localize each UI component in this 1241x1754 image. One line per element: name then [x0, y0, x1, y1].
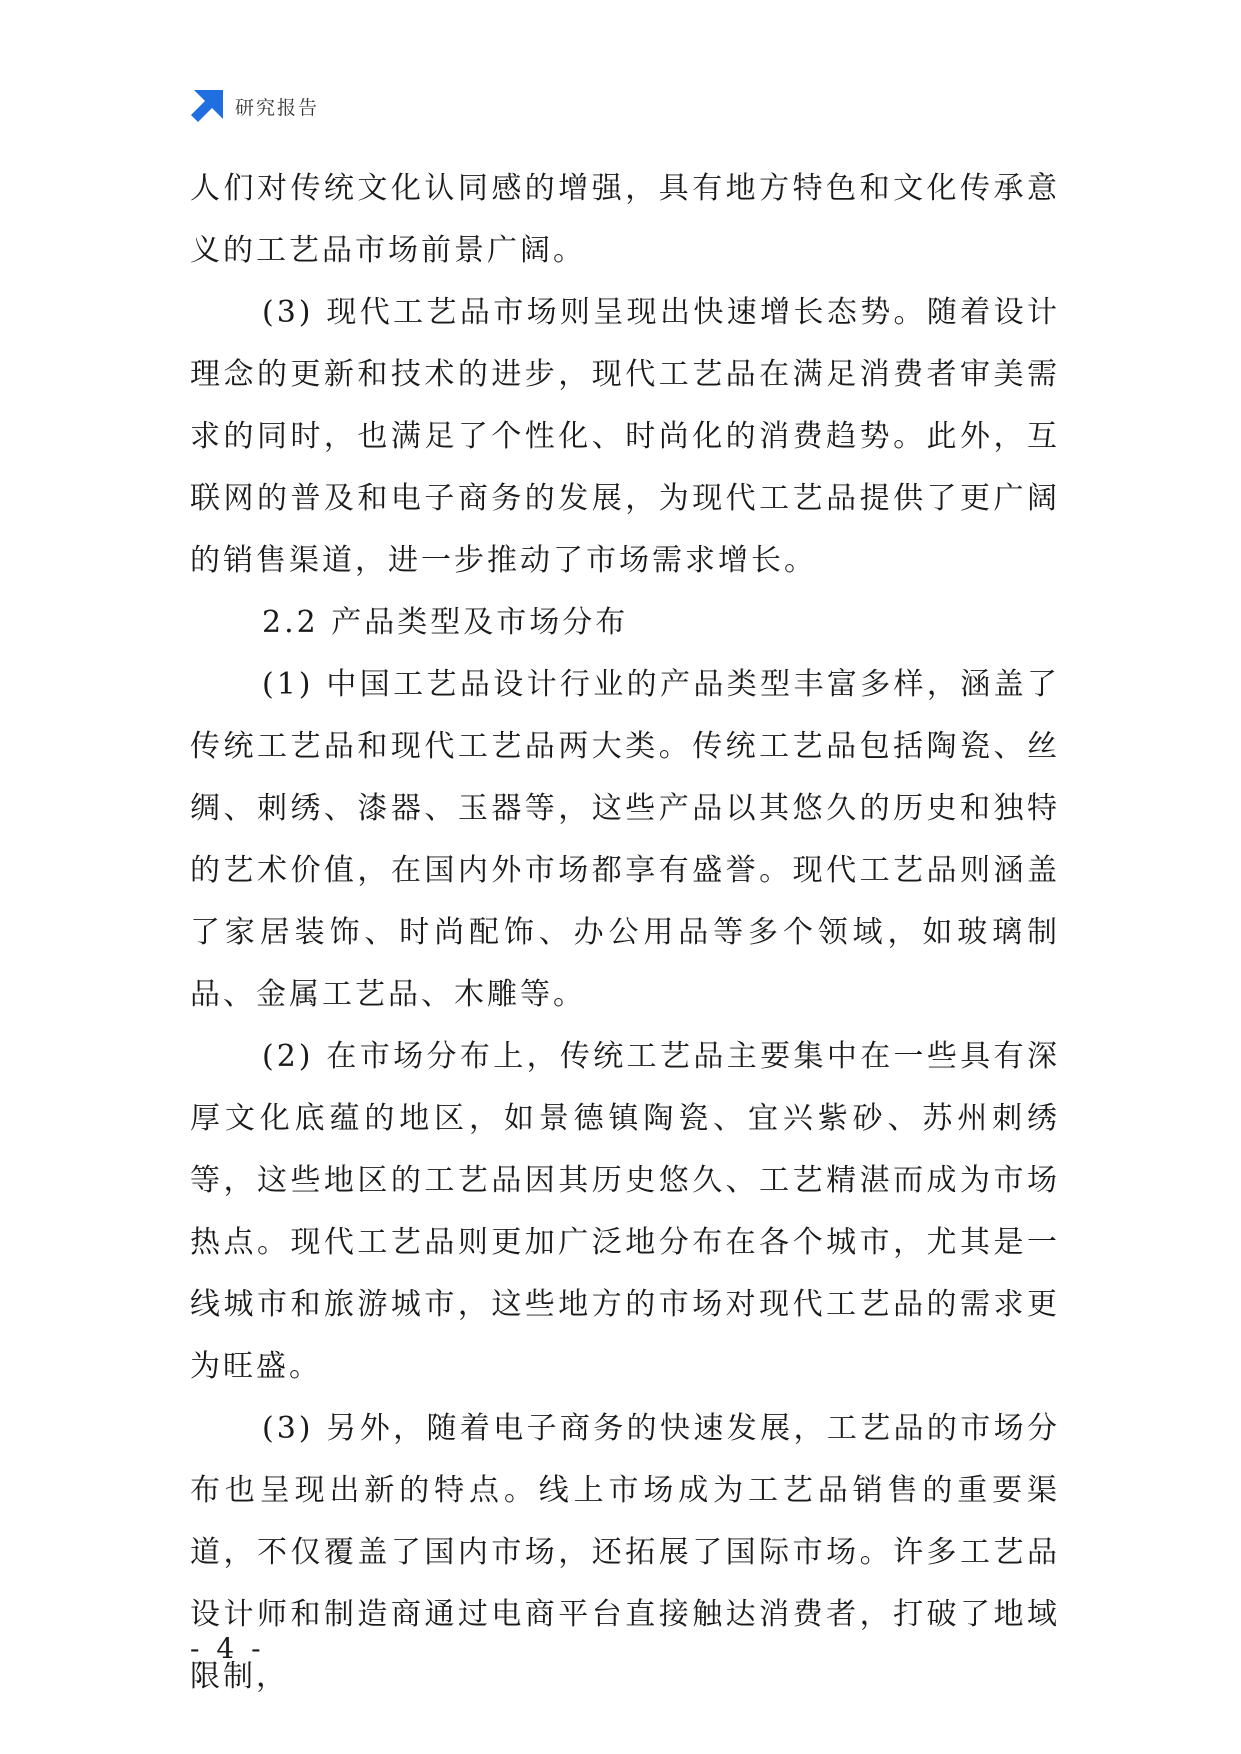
header-title: 研究报告 — [235, 96, 320, 119]
section-heading: 2.2 产品类型及市场分布 — [262, 605, 629, 640]
document-body — [190, 158, 1060, 1708]
paragraph-ecommerce: (3) 另外，随着电子商务的快速发展，工艺品的市场分布也呈现出新的特点。线上市场成为工艺品销售的重要渠道，不仅覆盖了国内市场，还拓展了国际市场。许多工艺品设计师和制造商通过电商平台直接触达消费者，打破了地域限制， — [190, 1411, 1060, 1694]
paragraph-market-distribution: (2) 在市场分布上，传统工艺品主要集中在一些具有深厚文化底蕴的地区，如景德镇陶瓷、宜兴紫砂、苏州刺绣等，这些地区的工艺品因其历史悠久、工艺精湛而成为市场热点。现代工艺品则更加广泛地分布在各个城市，尤其是一线城市和旅游城市，这些地方的市场对现代工艺品的需求更为旺盛。 — [190, 1039, 1060, 1384]
arrow-up-right-icon — [190, 90, 223, 123]
paragraph-continuation: 人们对传统文化认同感的增强，具有地方特色和文化传承意义的工艺品市场前景广阔。 — [190, 171, 1060, 268]
page-header — [190, 88, 319, 124]
page-number: - 4 - — [190, 1632, 265, 1665]
paragraph-modern-market: (3) 现代工艺品市场则呈现出快速增长态势。随着设计理念的更新和技术的进步，现代工艺品在满足消费者审美需求的同时，也满足了个性化、时尚化的消费趋势。此外，互联网的普及和电子商务的发展，为现代工艺品提供了更广阔的销售渠道，进一步推动了市场需求增长。 — [190, 295, 1060, 578]
paragraph-product-types: (1) 中国工艺品设计行业的产品类型丰富多样，涵盖了传统工艺品和现代工艺品两大类。传统工艺品包括陶瓷、丝绸、刺绣、漆器、玉器等，这些产品以其悠久的历史和独特的艺术价值，在国内外市场都享有盛誉。现代工艺品则涵盖了家居装饰、时尚配饰、办公用品等多个领域，如玻璃制品、金属工艺品、木雕等。 — [190, 667, 1060, 1012]
